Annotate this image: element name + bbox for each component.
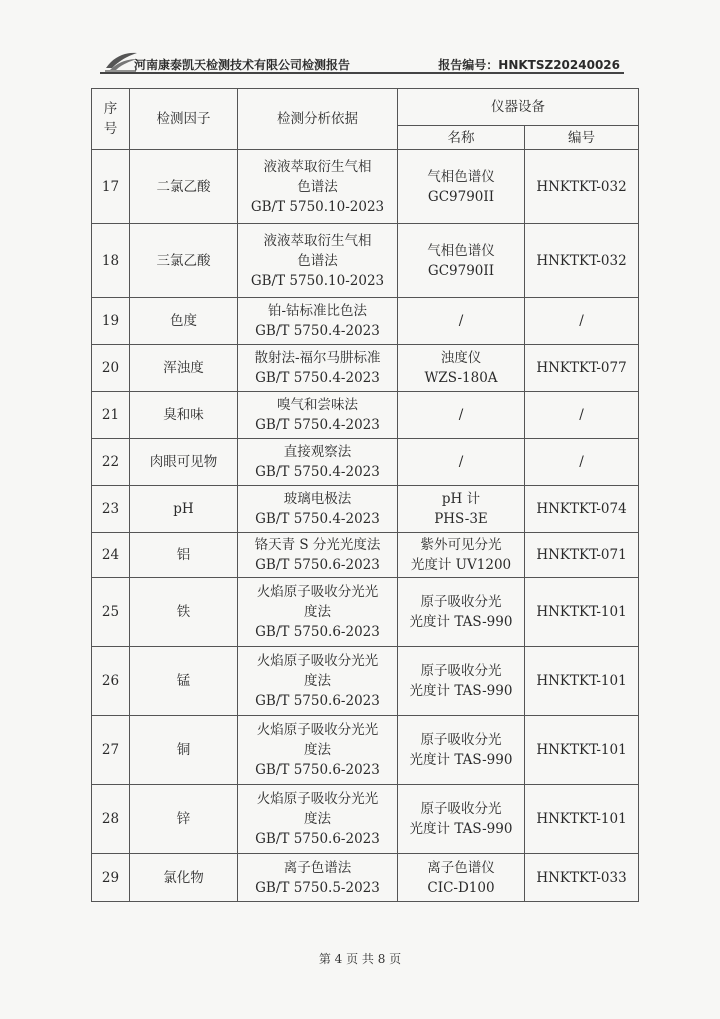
table-row	[92, 345, 639, 392]
row-number: 19	[92, 298, 130, 345]
header-factor: 检测因子	[130, 89, 238, 150]
instrument-name: 紫外可见分光 光度计 UV1200	[398, 533, 525, 578]
test-factor: 二氯乙酸	[130, 150, 238, 224]
instrument-name: 气相色谱仪 GC9790II	[398, 224, 525, 298]
instrument-number: HNKTKT-071	[525, 533, 639, 578]
row-number: 20	[92, 345, 130, 392]
test-basis: 铬天青 S 分光光度法 GB/T 5750.6-2023	[238, 533, 398, 578]
table-row	[92, 578, 639, 647]
header-divider	[100, 72, 624, 74]
instrument-number: /	[525, 439, 639, 486]
test-basis: 火焰原子吸收分光光 度法 GB/T 5750.6-2023	[238, 716, 398, 785]
instrument-name: 原子吸收分光 光度计 TAS-990	[398, 785, 525, 854]
table-row	[92, 439, 639, 486]
row-number: 25	[92, 578, 130, 647]
test-basis: 散射法-福尔马肼标准 GB/T 5750.4-2023	[238, 345, 398, 392]
test-basis: 火焰原子吸收分光光 度法 GB/T 5750.6-2023	[238, 578, 398, 647]
header-instrument-name: 名称	[398, 126, 525, 150]
table-row	[92, 298, 639, 345]
test-factor: 氯化物	[130, 854, 238, 902]
instrument-number: HNKTKT-077	[525, 345, 639, 392]
instrument-name: 浊度仪 WZS-180A	[398, 345, 525, 392]
test-factor: 色度	[130, 298, 238, 345]
test-factor: 三氯乙酸	[130, 224, 238, 298]
table-row	[92, 647, 639, 716]
table-row	[92, 854, 639, 902]
page-footer: 第 4 页 共 8 页	[318, 952, 402, 966]
test-factor: 肉眼可见物	[130, 439, 238, 486]
instrument-name: 原子吸收分光 光度计 TAS-990	[398, 578, 525, 647]
company-name: 河南康泰凯天检测技术有限公司检测报告	[134, 58, 351, 72]
test-basis: 铂-钴标准比色法 GB/T 5750.4-2023	[238, 298, 398, 345]
test-basis: 火焰原子吸收分光光 度法 GB/T 5750.6-2023	[238, 785, 398, 854]
instrument-number: HNKTKT-101	[525, 716, 639, 785]
test-factor: 浑浊度	[130, 345, 238, 392]
instrument-number: HNKTKT-101	[525, 578, 639, 647]
instrument-number: HNKTKT-101	[525, 785, 639, 854]
test-factor: 铁	[130, 578, 238, 647]
test-method-table	[91, 88, 639, 902]
test-factor: pH	[130, 486, 238, 533]
instrument-name: /	[398, 439, 525, 486]
instrument-name: /	[398, 298, 525, 345]
table-row	[92, 150, 639, 224]
instrument-number: HNKTKT-074	[525, 486, 639, 533]
test-factor: 锰	[130, 647, 238, 716]
test-basis: 离子色谱法 GB/T 5750.5-2023	[238, 854, 398, 902]
instrument-name: 离子色谱仪 CIC-D100	[398, 854, 525, 902]
test-basis: 液液萃取衍生气相 色谱法 GB/T 5750.10-2023	[238, 224, 398, 298]
header-seq: 序 号	[92, 89, 130, 150]
row-number: 17	[92, 150, 130, 224]
table-row	[92, 224, 639, 298]
table-row	[92, 785, 639, 854]
table-row	[92, 486, 639, 533]
row-number: 24	[92, 533, 130, 578]
test-basis: 火焰原子吸收分光光 度法 GB/T 5750.6-2023	[238, 647, 398, 716]
test-factor: 铝	[130, 533, 238, 578]
header-basis: 检测分析依据	[238, 89, 398, 150]
table-row	[92, 533, 639, 578]
table-row	[92, 392, 639, 439]
instrument-name: 原子吸收分光 光度计 TAS-990	[398, 647, 525, 716]
header-instrument: 仪器设备	[398, 89, 639, 126]
header-instrument-number: 编号	[525, 126, 639, 150]
test-factor: 臭和味	[130, 392, 238, 439]
row-number: 18	[92, 224, 130, 298]
instrument-number: HNKTKT-032	[525, 224, 639, 298]
instrument-name: /	[398, 392, 525, 439]
test-basis: 直接观察法 GB/T 5750.4-2023	[238, 439, 398, 486]
test-factor: 锌	[130, 785, 238, 854]
row-number: 28	[92, 785, 130, 854]
test-basis: 玻璃电极法 GB/T 5750.4-2023	[238, 486, 398, 533]
instrument-number: HNKTKT-101	[525, 647, 639, 716]
row-number: 29	[92, 854, 130, 902]
row-number: 23	[92, 486, 130, 533]
test-basis: 嗅气和尝味法 GB/T 5750.4-2023	[238, 392, 398, 439]
row-number: 27	[92, 716, 130, 785]
instrument-name: 气相色谱仪 GC9790II	[398, 150, 525, 224]
report-number: 报告编号：HNKTSZ20240026	[438, 58, 620, 72]
company-logo-icon	[104, 50, 138, 72]
test-basis: 液液萃取衍生气相 色谱法 GB/T 5750.10-2023	[238, 150, 398, 224]
instrument-number: HNKTKT-032	[525, 150, 639, 224]
instrument-name: pH 计 PHS-3E	[398, 486, 525, 533]
row-number: 22	[92, 439, 130, 486]
row-number: 26	[92, 647, 130, 716]
table-row	[92, 716, 639, 785]
instrument-number: HNKTKT-033	[525, 854, 639, 902]
instrument-name: 原子吸收分光 光度计 TAS-990	[398, 716, 525, 785]
test-factor: 铜	[130, 716, 238, 785]
row-number: 21	[92, 392, 130, 439]
instrument-number: /	[525, 298, 639, 345]
instrument-number: /	[525, 392, 639, 439]
